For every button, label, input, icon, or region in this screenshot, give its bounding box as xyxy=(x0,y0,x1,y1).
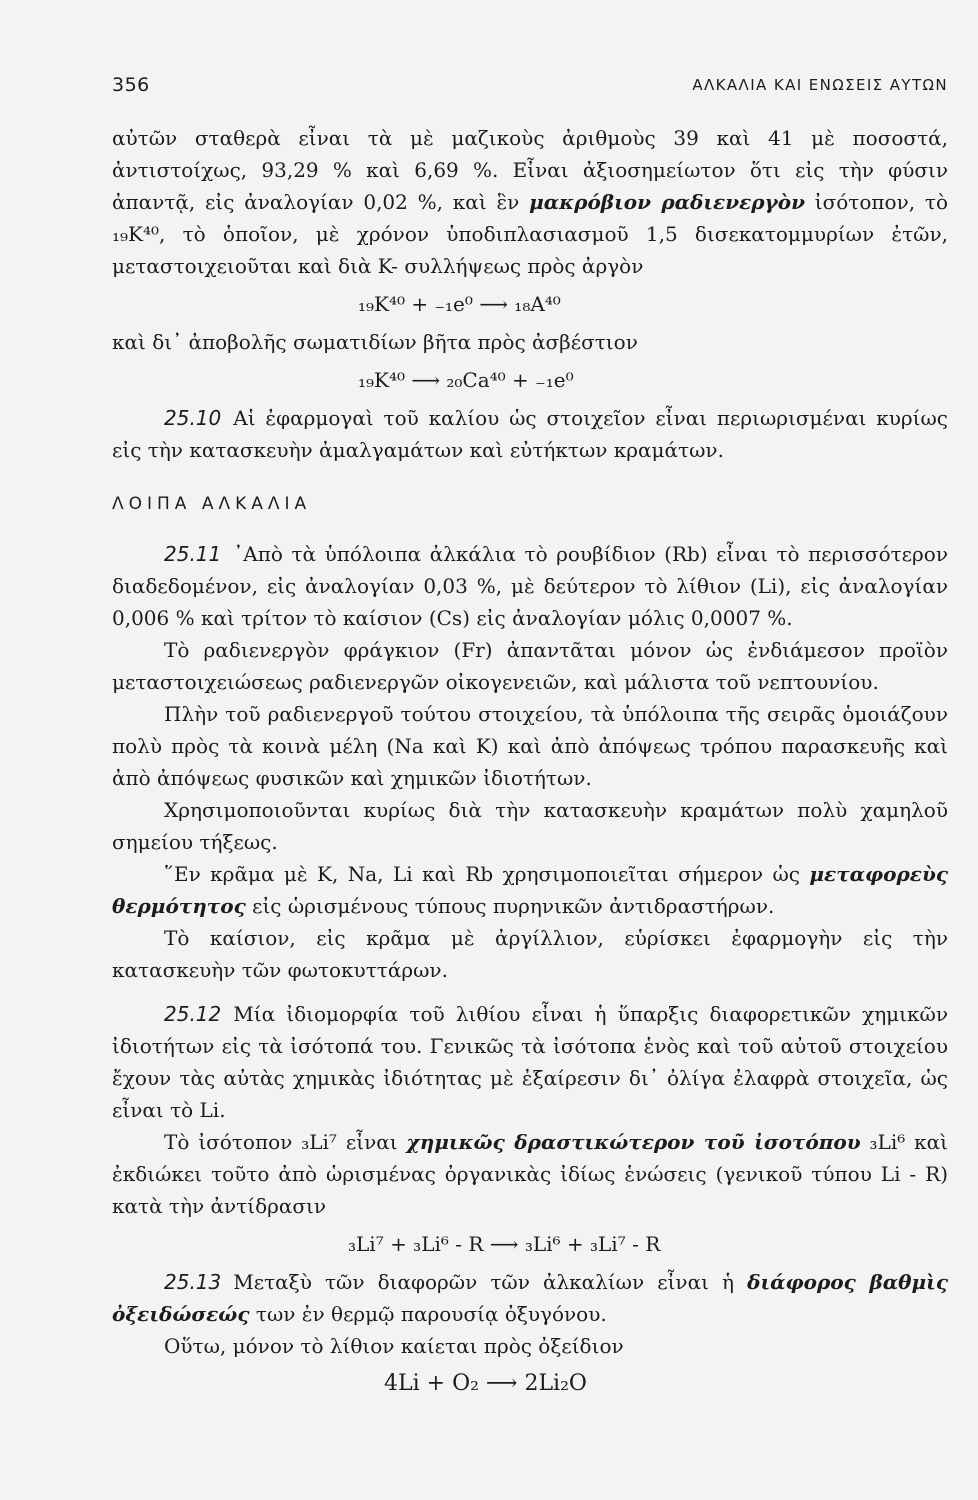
section-25-11: 25.11 ᾽Απὸ τὰ ὑπόλοιπα ἀλκάλια τὸ ρουβίδιον (Rb) εἶναι τὸ περισσότερον διαδεδομένον, εἰς ἀναλογίαν 0,03 %, μὲ δεύτερον τὸ λίθιον (Li), εἰς ἀναλογίαν 0,006 % καὶ τρίτον τὸ καίσιον (Cs) εἰς ἀναλογίαν μόλις 0,0007 %. xyxy=(112,542,948,630)
paragraph-lithium-isotope: Τὸ ἰσότοπον ₃Li⁷ εἶναι χημικῶς δραστικώτερον τοῦ ἰσοτόπου ₃Li⁶ καὶ ἐκδιώκει τοῦτο ἀπὸ ὡρισμένας ὀργανικὰς ἰδίως ἑνώσεις (γενικοῦ τύπου Li - R) κατὰ τὴν ἀντίδρασιν xyxy=(112,1130,949,1218)
page-header xyxy=(112,74,948,104)
equation-beta-decay: ₁₉K⁴⁰ ⟶ ₂₀Ca⁴⁰ + ₋₁e⁰ xyxy=(358,368,574,392)
equation-lithium-oxide: 4Li + O₂ ⟶ 2Li₂O xyxy=(384,1371,587,1396)
paragraph-cesium-photocells: Τὸ καίσιον, εἰς κρᾶμα μὲ ἀργίλλιον, εὑρίσκει ἐφαρμογὴν εἰς τὴν κατασκευὴν τῶν φωτοκυττάρων. xyxy=(112,926,948,982)
emphasis-chemically-active: χημικῶς δραστικώτερον τοῦ ἰσοτόπου xyxy=(406,1130,861,1154)
paragraph-beta-emission: καὶ δι᾽ ἀποβολῆς σωματιδίων βῆτα πρὸς ἀσβέστιον xyxy=(112,330,638,354)
section-number: 25.10 xyxy=(164,406,222,430)
running-title: ΑΛΚΑΛΙΑ ΚΑΙ ΕΝΩΣΕΙΣ ΑΥΤΩΝ xyxy=(692,76,948,94)
section-heading-other-alkalis: ΛΟΙΠΑ ΑΛΚΑΛΙΑ xyxy=(112,494,312,514)
page-number: 356 xyxy=(112,74,150,96)
emphasis-oxidation-degree: διάφορος βαθμὶς ὀξειδώσεώς xyxy=(112,1270,948,1326)
paragraph-similarity: Πλὴν τοῦ ραδιενεργοῦ τούτου στοιχείου, τὰ ὑπόλοιπα τῆς σειρᾶς ὁμοιάζουν πολὺ πρὸς τὰ κοινὰ μέλη (Na καὶ K) καὶ ἀπὸ ἀπόψεως τρόπου παρασκευῆς καὶ ἀπὸ ἀπόψεως φυσικῶν καὶ χημικῶν ἰδιοτήτων. xyxy=(112,702,948,790)
section-25-12: 25.12 Μία ἰδιομορφία τοῦ λιθίου εἶναι ἡ ὕπαρξις διαφορετικῶν χημικῶν ἰδιοτήτων εἰς τὰ ἰσότοπά του. Γενικῶς τὰ ἰσότοπα ἑνὸς καὶ τοῦ αὐτοῦ στοιχείου ἔχουν τὰς αὐτὰς χημικὰς ἰδιότητας μὲ ἐξαίρεσιν δι᾽ ὀλίγα ἐλαφρὰ στοιχεῖα, ὡς εἶναι τὸ Li. xyxy=(112,1002,948,1122)
section-number: 25.11 xyxy=(164,542,222,566)
equation-lithium-exchange: ₃Li⁷ + ₃Li⁶ - R ⟶ ₃Li⁶ + ₃Li⁷ - R xyxy=(348,1232,661,1256)
emphasis-long-lived-radioactive: μακρόβιον ραδιενεργὸν xyxy=(529,190,805,214)
paragraph-heat-carrier: ῞Εν κρᾶμα μὲ K, Na, Li καὶ Rb χρησιμοποιεῖται σήμερον ὡς μεταφορεὺς θερμότητος εἰς ὡρισμένους τύπους πυρηνικῶν ἀντιδραστήρων. xyxy=(112,862,948,918)
page-body xyxy=(112,122,948,1406)
paragraph-lithium-burns: Οὕτω, μόνον τὸ λίθιον καίεται πρὸς ὀξείδιον xyxy=(164,1334,624,1358)
section-25-10: 25.10 Αἱ ἐφαρμογαὶ τοῦ καλίου ὡς στοιχεῖον εἶναι περιωρισμέναι κυρίως εἰς τὴν κατασκευὴν ἀμαλγαμάτων καὶ εὐτήκτων κραμάτων. xyxy=(112,406,948,462)
emphasis-heat-carrier: μεταφορεὺς θερμότητος xyxy=(112,862,948,918)
paragraph-alloys-use: Χρησιμοποιοῦνται κυρίως διὰ τὴν κατασκευὴν κραμάτων πολὺ χαμηλοῦ σημείου τήξεως. xyxy=(112,798,948,854)
equation-k-capture: ₁₉K⁴⁰ + ₋₁e⁰ ⟶ ₁₈A⁴⁰ xyxy=(358,292,561,316)
paragraph-potassium-isotopes: αὐτῶν σταθερὰ εἶναι τὰ μὲ μαζικοὺς ἀριθμοὺς 39 καὶ 41 μὲ ποσοστά, ἀντιστοίχως, 93,29 % καὶ 6,69 %. Εἶναι ἀξιοσημείωτον ὅτι εἰς τὴν φύσιν ἀπαντᾷ, εἰς ἀναλογίαν 0,02 %, καὶ ἓν μακρόβιον ραδιενεργὸν ἰσότοπον, τὸ ₁₉K⁴⁰, τὸ ὁποῖον, μὲ χρόνον ὑποδιπλασιασμοῦ 1,5 δισεκατομμυρίων ἐτῶν, μεταστοιχειοῦται καὶ διὰ K- συλλήψεως πρὸς ἀργὸν xyxy=(112,126,949,278)
section-25-13: 25.13 Μεταξὺ τῶν διαφορῶν τῶν ἀλκαλίων εἶναι ἡ διάφορος βαθμὶς ὀξειδώσεώς των ἐν θερμῷ παρουσίᾳ ὀξυγόνου. xyxy=(112,1270,948,1326)
section-number: 25.13 xyxy=(164,1270,222,1294)
paragraph-francium: Τὸ ραδιενεργὸν φράγκιον (Fr) ἀπαντᾶται μόνον ὡς ἐνδιάμεσον προϊὸν μεταστοιχειώσεως ραδιενεργῶν οἰκογενειῶν, καὶ μάλιστα τοῦ νεπτουνίου. xyxy=(112,638,948,694)
section-number: 25.12 xyxy=(164,1002,222,1026)
